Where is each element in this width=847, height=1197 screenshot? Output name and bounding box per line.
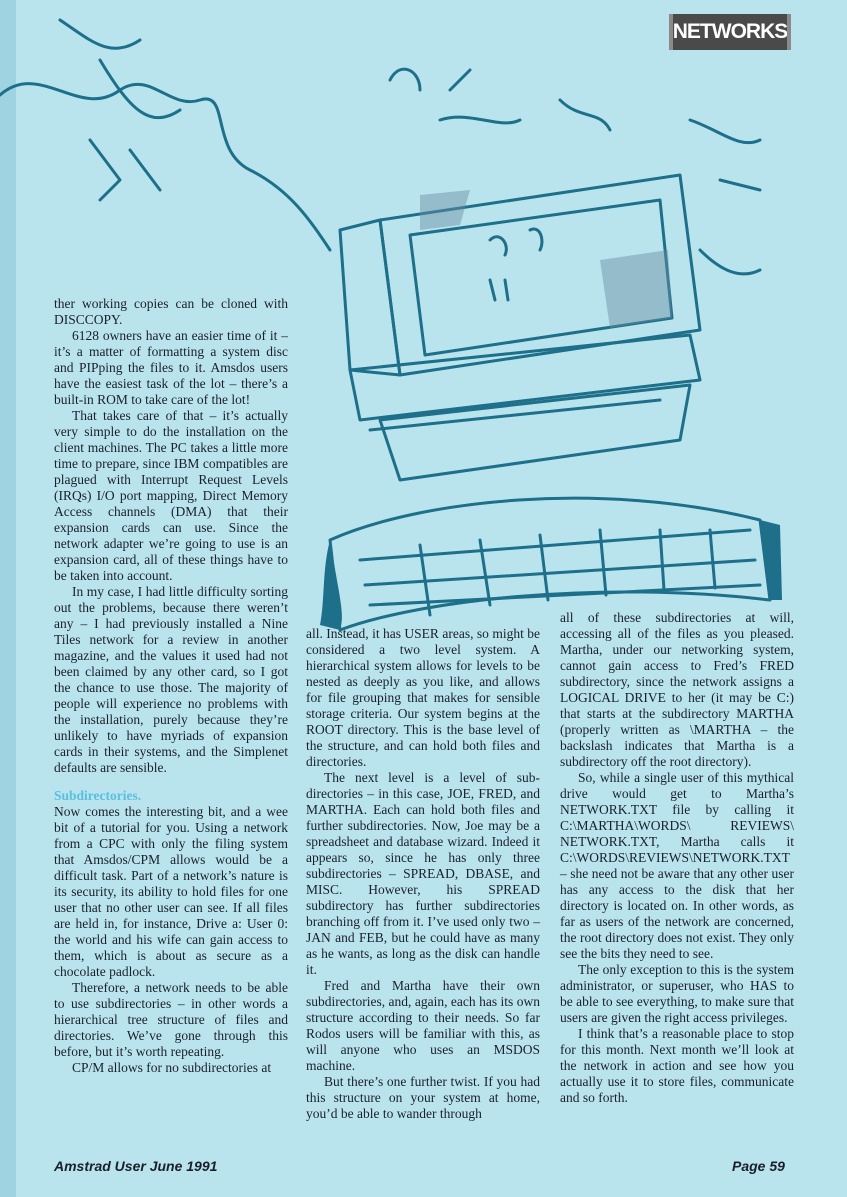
paragraph: That takes care of that – it’s actually very simple to do the installation on the client machines. The PC takes a little more time to prepare, since IBM compatibles are plagued with Interrupt Request Levels (IRQs) I/O port mapping, Direct Memory Access channels (DMA) that their expansion cards can use. Since the network adapter we’re going to use is an expansion card, all of these things have to be taken into account. [54,408,288,583]
article-column-1 [54,296,288,1076]
subheading-subdirectories: Subdirectories. [54,788,142,803]
paragraph: Therefore, a network needs to be able to use subdirectories – in other words a hierarchical tree structure of files and directories. We’ve gone through this before, but it’s worth repeating. [54,980,288,1059]
paragraph: CP/M allows for no subdirectories at [72,1060,272,1075]
paragraph: all. Instead, it has USER areas, so might be considered a two level system. A hierarchical system allows for levels to be nested as deeply as you like, and allows for file grouping that makes for sensible storage criteria. Our system begins at the ROOT directory. This is the base level of the structure, and can hold both files and directories. [306,626,540,769]
paragraph: So, while a single user of this mythical drive would get to Martha’s NETWORK.TXT file by calling it C:\MARTHA\WORDS\ REVIEWS\ NETWORK.TXT, Martha calls it C:\WORDS\REVIEWS\NETWORK.TXT – she need not be aware that any other user has any access to the disk that her directory is located on. In other words, as far as users of the network are concerned, the root directory does not exist. They only see the bits they need to see. [560,770,794,961]
article-column-3 [560,610,794,1106]
paragraph: Fred and Martha have their own subdirectories, and, again, each has its own structure according to their needs. So far Rodos users will be familiar with this, as will anyone who uses an MSDOS machine. [306,978,540,1073]
paragraph: The next level is a level of sub-directories – in this case, JOE, FRED, and MARTHA. Each can hold both files and further subdirectories. Now, Joe may be a spreadsheet and database wizard. Indeed it appears so, since he has only three subdirectories – SPREAD, DBASE, and MISC. However, his SPREAD subdirectory has further subdirectories branching off from it. I’ve used only two – JAN and FEB, but he could have as many as he wants, as long as the disk can handle it. [306,770,540,977]
paragraph: all of these subdirectories at will, accessing all of the files as you pleased. Martha, under our networking system, cannot gain access to Fred’s FRED subdirectory, since the network assigns a LOGICAL DRIVE to her (it may be C:) that starts at the subdirectory MARTHA (properly written as \MARTHA – the backslash indicates that Martha is a subdirectory off the root directory). [560,610,794,769]
paragraph: Now comes the interesting bit, and a wee bit of a tutorial for you. Using a network from a CPC with only the filing system that Amsdos/CPM allows would be a difficult task. Part of a network’s nature is its security, its ability to hold files for one user that no other user can see. If all files are held in, for instance, Drive a: User 0: the world and his wife can gain access to them, which is about as secure as a chocolate padlock. [54,804,288,979]
footer-publication: Amstrad User June 1991 [54,1158,218,1174]
paragraph: ther working copies can be cloned with DISCCOPY. [54,296,288,327]
paragraph: In my case, I had little difficulty sorting out the problems, because there weren’t any – I had previously installed a Nine Tiles network for a review in another magazine, and the values it used had not been claimed by any other card, so I got the chance to use those. The majority of people will experience no problems with the installation, purely because they’re unlikely to have myriads of expansion cards in their systems, and the Simplenet defaults are sensible. [54,584,288,775]
paragraph: But there’s one further twist. If you had this structure on your system at home, you’d be able to wander through [306,1074,540,1121]
section-badge-label: NETWORKS [673,14,788,50]
paragraph: 6128 owners have an easier time of it – it’s a matter of formatting a system disc and PIPping the files to it. Amsdos users have the easiest task of the lot – there’s a built-in ROM to take care of the lot! [54,328,288,407]
article-column-2 [306,626,540,1122]
paragraph: I think that’s a reasonable place to stop for this month. Next month we’ll look at the network in action and see how you actually use it to store files, communicate and so forth. [560,1026,794,1105]
paragraph: The only exception to this is the system administrator, or superuser, who HAS to be able to see everything, to make sure that users are given the right access privileges. [560,962,794,1025]
footer-page-number: Page 59 [732,1158,785,1174]
